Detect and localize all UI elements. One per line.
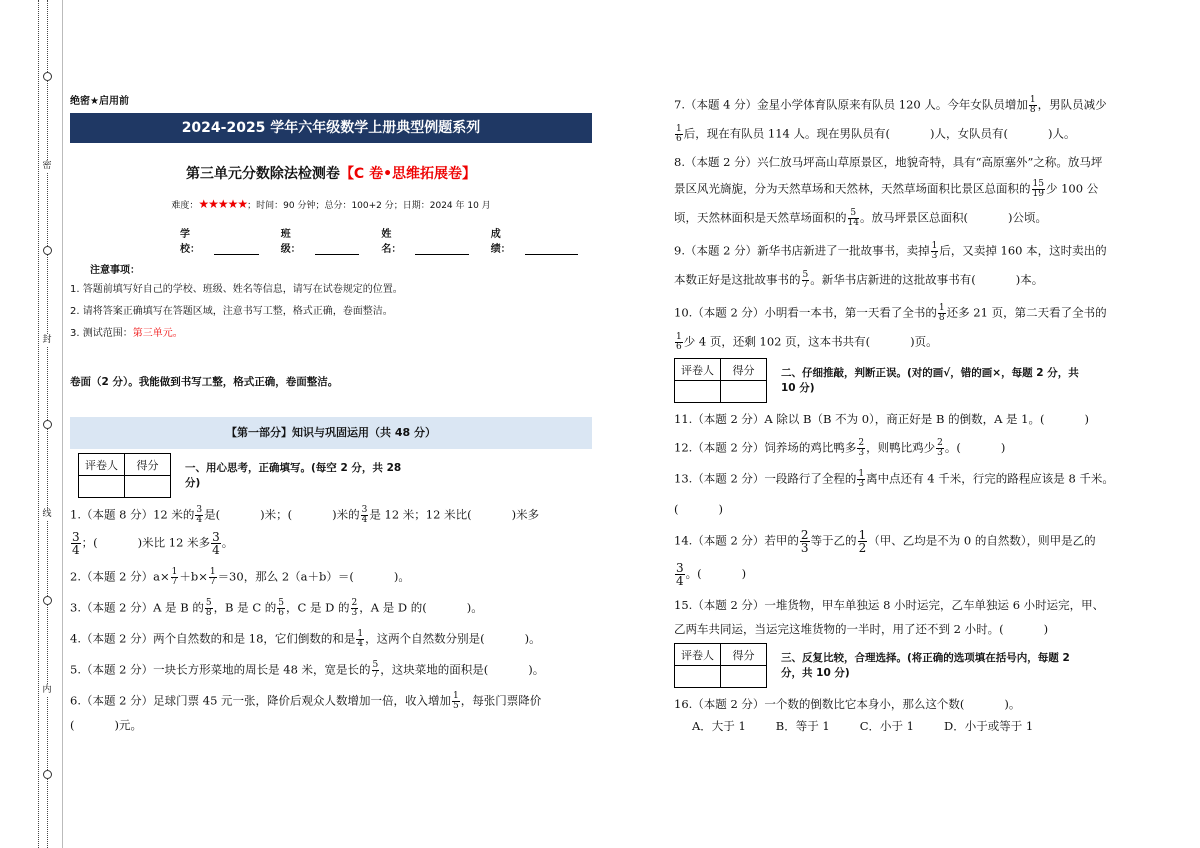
question-1-cont: $\frac{3}{4}$ ；( )米比 12 米多 $\frac{3}{4}$ 。 (72, 530, 234, 557)
fraction: $\frac{5}{14}$ (847, 208, 859, 228)
student-info-row (70, 225, 592, 255)
binding-mark: 封 (42, 335, 52, 345)
question-6: 6.（本题 2 分）足球门票 45 元一张，降价后观众人数增加一倍，收入增加 $\frac{1}{5}$ ，每张门票降价 (70, 691, 542, 711)
exam-meta (70, 197, 592, 211)
question-4: 4.（本题 2 分）两个自然数的和是 18，它们倒数的和是 $\frac{1}{4}$ ，这两个自然数分别是( )。 (70, 629, 541, 649)
fraction: $\frac{3}{4}$ (72, 530, 80, 557)
school-label: 学校： (180, 229, 200, 255)
secret-label: 绝密★启用前 (70, 96, 129, 107)
option-c[interactable]: C．小于 1 (859, 719, 914, 733)
binding-mark: 内 (42, 685, 52, 695)
fraction: $\frac{15}{19}$ (1032, 179, 1044, 199)
notice-item: 3. 测试范围：第三单元。 (70, 328, 183, 339)
score-box (674, 643, 767, 688)
fraction: $\frac{1}{7}$ (209, 567, 216, 587)
question-1: 1.（本题 8 分）12 米的 $\frac{3}{4}$ 是( )米；( )米的 $\frac{3}{4}$ 是 12 米；12 米比( )米多 (70, 505, 540, 525)
exam-title (70, 163, 592, 183)
question-16-options (674, 718, 1124, 734)
fraction: $\frac{5}{8}$ (205, 598, 212, 618)
reviewer-cell: 评卷人 (675, 359, 721, 381)
score-cell: 得分 (721, 359, 767, 381)
question-3: 3.（本题 2 分）A 是 B 的 $\frac{5}{8}$ ，B 是 C 的 $\frac{5}{6}$ ，C 是 D 的 $\frac{2}{3}$ ，A 是 D 的( )。 (70, 598, 483, 618)
fraction: $\frac{1}{3}$ (858, 469, 865, 489)
binding-mark: 密 (42, 161, 52, 171)
question-13: 13.（本题 2 分）一段路行了全程的 $\frac{1}{3}$ 离中点还有 4 千米，行完的路程应该是 8 千米。 (674, 469, 1114, 489)
binding-margin (0, 0, 64, 848)
fraction: $\frac{5}{7}$ (802, 270, 809, 290)
series-banner: 2024-2025 学年六年级数学上册典型例题系列 (70, 113, 592, 143)
reviewer-blank[interactable] (675, 666, 721, 688)
reviewer-cell: 评卷人 (79, 454, 125, 476)
difficulty-stars-icon: ★★★★★ (198, 197, 248, 211)
notice-item: 2. 请将答案正确填写在答题区域，注意书写工整，格式正确，卷面整洁。 (70, 306, 393, 317)
score-box (78, 453, 171, 498)
section3-header (674, 643, 1124, 688)
question-15-cont: 乙两车共同运，当运完这堆货物的一半时，用了还不到 2 小时。( ) (674, 622, 1049, 636)
fraction: $\frac{3}{4}$ (212, 530, 220, 557)
fraction: $\frac{1}{5}$ (453, 691, 459, 711)
question-8: 8.（本题 2 分）兴仁放马坪高山草原景区，地貌奇特，具有“高原塞外”之称。放马坪 (674, 155, 1103, 169)
question-16: 16.（本题 2 分）一个数的倒数比它本身小，那么这个数( )。 (674, 697, 1021, 711)
question-2: 2.（本题 2 分）a× $\frac{1}{7}$ ＋b× $\frac{1}{7}$ ＝30，那么 2（a＋b）＝( )。 (70, 567, 410, 587)
exam-title-tag: 【C 卷•思维拓展卷】 (339, 166, 477, 182)
exam-meta-rest: ；时间：90 分钟；总分：100+2 分；日期：2024 年 10 月 (247, 201, 491, 211)
right-column (674, 96, 1124, 734)
score-cell: 得分 (125, 454, 171, 476)
fraction: $\frac{2}{3}$ (937, 438, 943, 458)
question-8-cont: 景区风光旖旎，分为天然草场和天然林，天然草场面积比景区总面积的 $\frac{15}{19}$ 少 100 公 (674, 179, 1099, 199)
binding-circle (41, 72, 53, 81)
left-column (70, 92, 592, 733)
question-15: 15.（本题 2 分）一堆货物，甲车单独运 8 小时运完，乙车单独运 6 小时运完，甲、 (674, 598, 1105, 612)
fraction: $\frac{1}{4}$ (357, 629, 364, 649)
fraction: $\frac{2}{3}$ (351, 598, 358, 618)
fraction: $\frac{1}{6}$ (676, 332, 682, 352)
fraction: $\frac{1}{3}$ (931, 241, 938, 261)
question-8-cont2: 顷，天然林面积是天然草场面积的 $\frac{5}{14}$ 。放马坪景区总面积( )公顷。 (674, 208, 1047, 228)
question-14: 14.（本题 2 分）若甲的 $\frac{2}{3}$ 等于乙的 $\frac{1}{2}$ （甲、乙均是不为 0 的自然数），则甲是乙的 (674, 528, 1096, 555)
name-label: 姓名： (381, 229, 402, 255)
neatness-note: 卷面（2 分）。我能做到书写工整，格式正确，卷面整洁。 (70, 376, 339, 388)
school-field[interactable] (214, 225, 259, 255)
option-a[interactable]: A．大于 1 (692, 719, 746, 733)
fraction: $\frac{2}{3}$ (858, 438, 865, 458)
exam-title-main: 第三单元分数除法检测卷 (185, 166, 340, 182)
option-b[interactable]: B．等于 1 (775, 719, 830, 733)
fraction: $\frac{5}{6}$ (278, 598, 285, 618)
notice-title: 注意事项： (90, 265, 140, 276)
score-box (674, 358, 767, 403)
score-cell: 得分 (721, 644, 767, 666)
question-6-cont: ( )元。 (70, 718, 142, 732)
score-field[interactable] (525, 225, 578, 255)
question-12: 12.（本题 2 分）饲养场的鸡比鸭多 $\frac{2}{3}$ ，则鸭比鸡少 $\frac{2}{3}$ 。( ) (674, 438, 1006, 458)
notice-item: 1. 答题前填写好自己的学校、班级、姓名等信息，请写在试卷规定的位置。 (70, 284, 403, 295)
score-blank[interactable] (721, 666, 767, 688)
binding-circle (41, 770, 53, 779)
binding-margin-border (62, 0, 63, 848)
question-9: 9.（本题 2 分）新华书店新进了一批故事书，卖掉 $\frac{1}{3}$ 后，又卖掉 160 本，这时卖出的 (674, 241, 1107, 261)
section2-header (674, 358, 1124, 403)
notice-list (70, 284, 592, 340)
score-label: 成绩： (490, 229, 511, 255)
question-13-cont: ( ) (674, 502, 723, 516)
question-10-cont: $\frac{1}{6}$ 少 4 页，还剩 102 页，这本书共有( )页。 (676, 332, 938, 352)
score-blank[interactable] (721, 381, 767, 403)
class-field[interactable] (315, 225, 360, 255)
reviewer-blank[interactable] (675, 381, 721, 403)
fraction: $\frac{3}{4}$ (196, 505, 203, 525)
section2-title: 二、仔细推敲，判断正误。(对的画√，错的画×，每题 2 分，共 10 分) (781, 367, 1079, 394)
binding-dotted-line-outer (38, 0, 39, 848)
difficulty-label: 难度： (171, 201, 199, 211)
question-7: 7.（本题 4 分）金星小学体育队原来有队员 120 人。今年女队员增加 $\frac{1}{8}$ ，男队员减少 (674, 95, 1107, 115)
option-d[interactable]: D．小于或等于 1 (944, 719, 1034, 733)
question-5: 5.（本题 2 分）一块长方形菜地的周长是 48 米，宽是长的 $\frac{5}{7}$ ，这块菜地的面积是( )。 (70, 660, 545, 680)
fraction: $\frac{1}{7}$ (171, 567, 178, 587)
fraction: $\frac{1}{8}$ (1029, 95, 1036, 115)
fraction: $\frac{1}{8}$ (938, 303, 945, 323)
reviewer-cell: 评卷人 (675, 644, 721, 666)
binding-circle (41, 596, 53, 605)
binding-circle (41, 246, 53, 255)
test-scope: 第三单元。 (132, 328, 183, 339)
question-9-cont: 本数正好是这批故事书的 $\frac{5}{7}$ 。新华书店新进的这批故事书有( )本。 (674, 270, 1044, 290)
fraction: $\frac{2}{3}$ (800, 528, 809, 555)
question-11: 11.（本题 2 分）A 除以 B（B 不为 0），商正好是 B 的倒数，A 是 1。( ) (674, 412, 1089, 426)
name-field[interactable] (415, 225, 468, 255)
reviewer-blank[interactable] (79, 476, 125, 498)
section3-title: 三、反复比较，合理选择。(将正确的选项填在括号内，每题 2 分，共 10 分) (781, 652, 1070, 679)
binding-mark: 线 (42, 509, 52, 519)
section1-title: 一、用心思考，正确填写。(每空 2 分，共 28 分) (185, 462, 402, 489)
question-7-cont: $\frac{1}{6}$ 后，现在有队员 114 人。现在男队员有( )人，女队员有( )人。 (676, 124, 1076, 144)
score-blank[interactable] (125, 476, 171, 498)
question-14-cont: $\frac{3}{4}$ 。( ) (676, 561, 747, 588)
fraction: $\frac{1}{6}$ (676, 124, 682, 144)
fraction: $\frac{1}{2}$ (858, 528, 867, 555)
fraction: $\frac{3}{4}$ (361, 505, 368, 525)
class-label: 班级： (280, 229, 301, 255)
binding-circle (41, 420, 53, 429)
section1-header (70, 453, 592, 498)
fraction: $\frac{5}{7}$ (372, 660, 379, 680)
part1-header: 【第一部分】知识与巩固运用（共 48 分） (70, 417, 592, 449)
question-10: 10.（本题 2 分）小明看一本书，第一天看了全书的 $\frac{1}{8}$ 还多 21 页，第二天看了全书的 (674, 303, 1107, 323)
fraction: $\frac{3}{4}$ (676, 561, 684, 588)
